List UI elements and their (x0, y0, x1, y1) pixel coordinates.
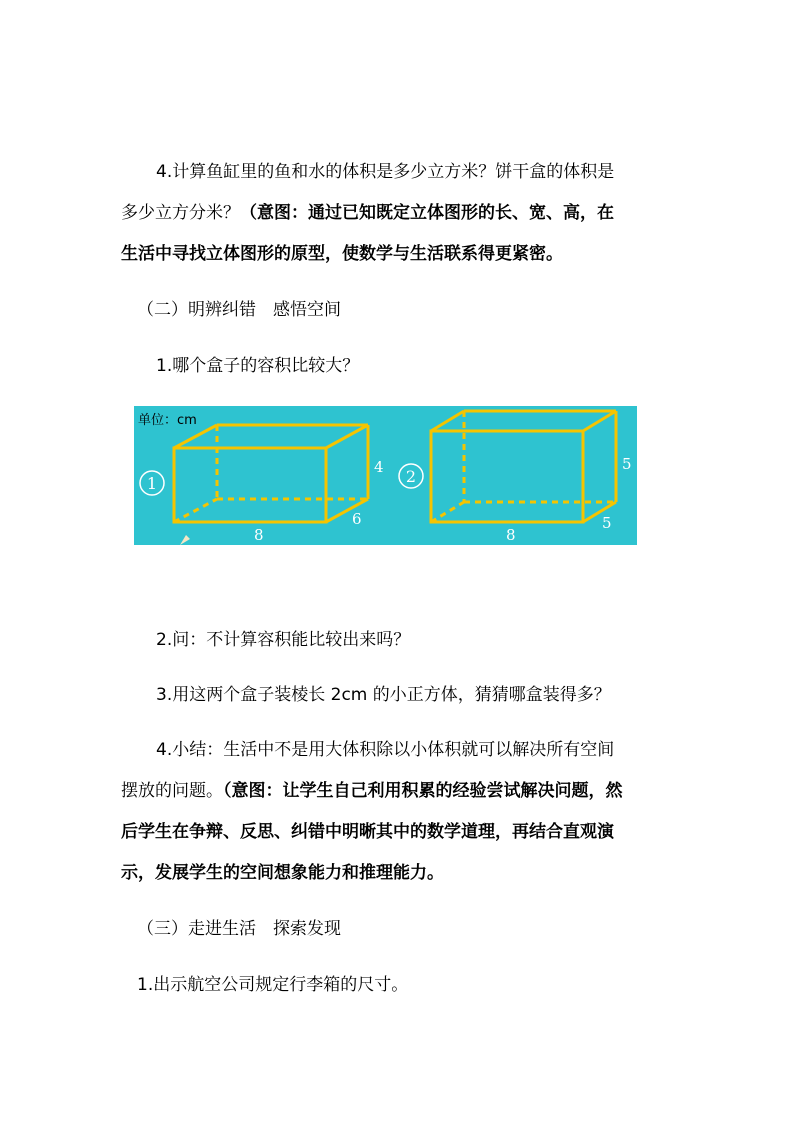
paragraph-4-line-1: 4.计算鱼缸里的鱼和水的体积是多少立方米？饼干盒的体积是 (156, 162, 615, 182)
summary-line-4: 示，发展学生的空间想象能力和推理能力。 (121, 863, 444, 883)
box-2-width: 5 (602, 514, 612, 532)
pencil-tip-icon (180, 535, 190, 545)
section-heading-2: （二）明辨纠错 感悟空间 (137, 300, 341, 320)
summary-text: 摆放的问题。 (121, 781, 223, 801)
box-1-number: 1 (146, 474, 158, 493)
paragraph-4-text: 多少立方分米？ (121, 203, 240, 223)
summary-line-1: 4.小结：生活中不是用大体积除以小体积就可以解决所有空间 (156, 740, 615, 760)
box-diagrams (134, 406, 637, 545)
box-2 (431, 411, 616, 522)
summary-line-3: 后学生在争辩、反思、纠错中明晰其中的数学道理，再结合直观演 (121, 822, 614, 842)
question-1: 1.哪个盒子的容积比较大？ (156, 356, 360, 376)
box-comparison-figure (134, 406, 637, 545)
box-1 (174, 425, 368, 522)
box-2-length: 8 (506, 526, 516, 544)
intent-note-2: （意图：让学生自己利用积累的经验尝试解决问题，然 (223, 781, 623, 801)
question-3: 3.用这两个盒子装棱长 2cm 的小正方体，猜猜哪盒装得多？ (156, 685, 611, 705)
paragraph-4-line-2 (121, 201, 614, 225)
box-2-height: 5 (622, 455, 632, 473)
summary-line-2 (121, 779, 623, 803)
box-1-height: 4 (374, 458, 384, 476)
section-heading-3: （三）走进生活 探索发现 (137, 919, 341, 939)
box-1-length: 8 (254, 526, 264, 544)
question-2: 2.问：不计算容积能比较出来吗？ (156, 630, 411, 650)
unit-label: 单位：cm (138, 413, 197, 428)
box-1-width: 6 (352, 510, 362, 528)
question-luggage: 1.出示航空公司规定行李箱的尺寸。 (137, 975, 409, 995)
box-2-number: 2 (405, 467, 417, 486)
intent-note: （意图：通过已知既定立体图形的长、宽、高，在 (240, 203, 614, 223)
paragraph-4-line-3: 生活中寻找立体图形的原型，使数学与生活联系得更紧密。 (121, 244, 563, 264)
